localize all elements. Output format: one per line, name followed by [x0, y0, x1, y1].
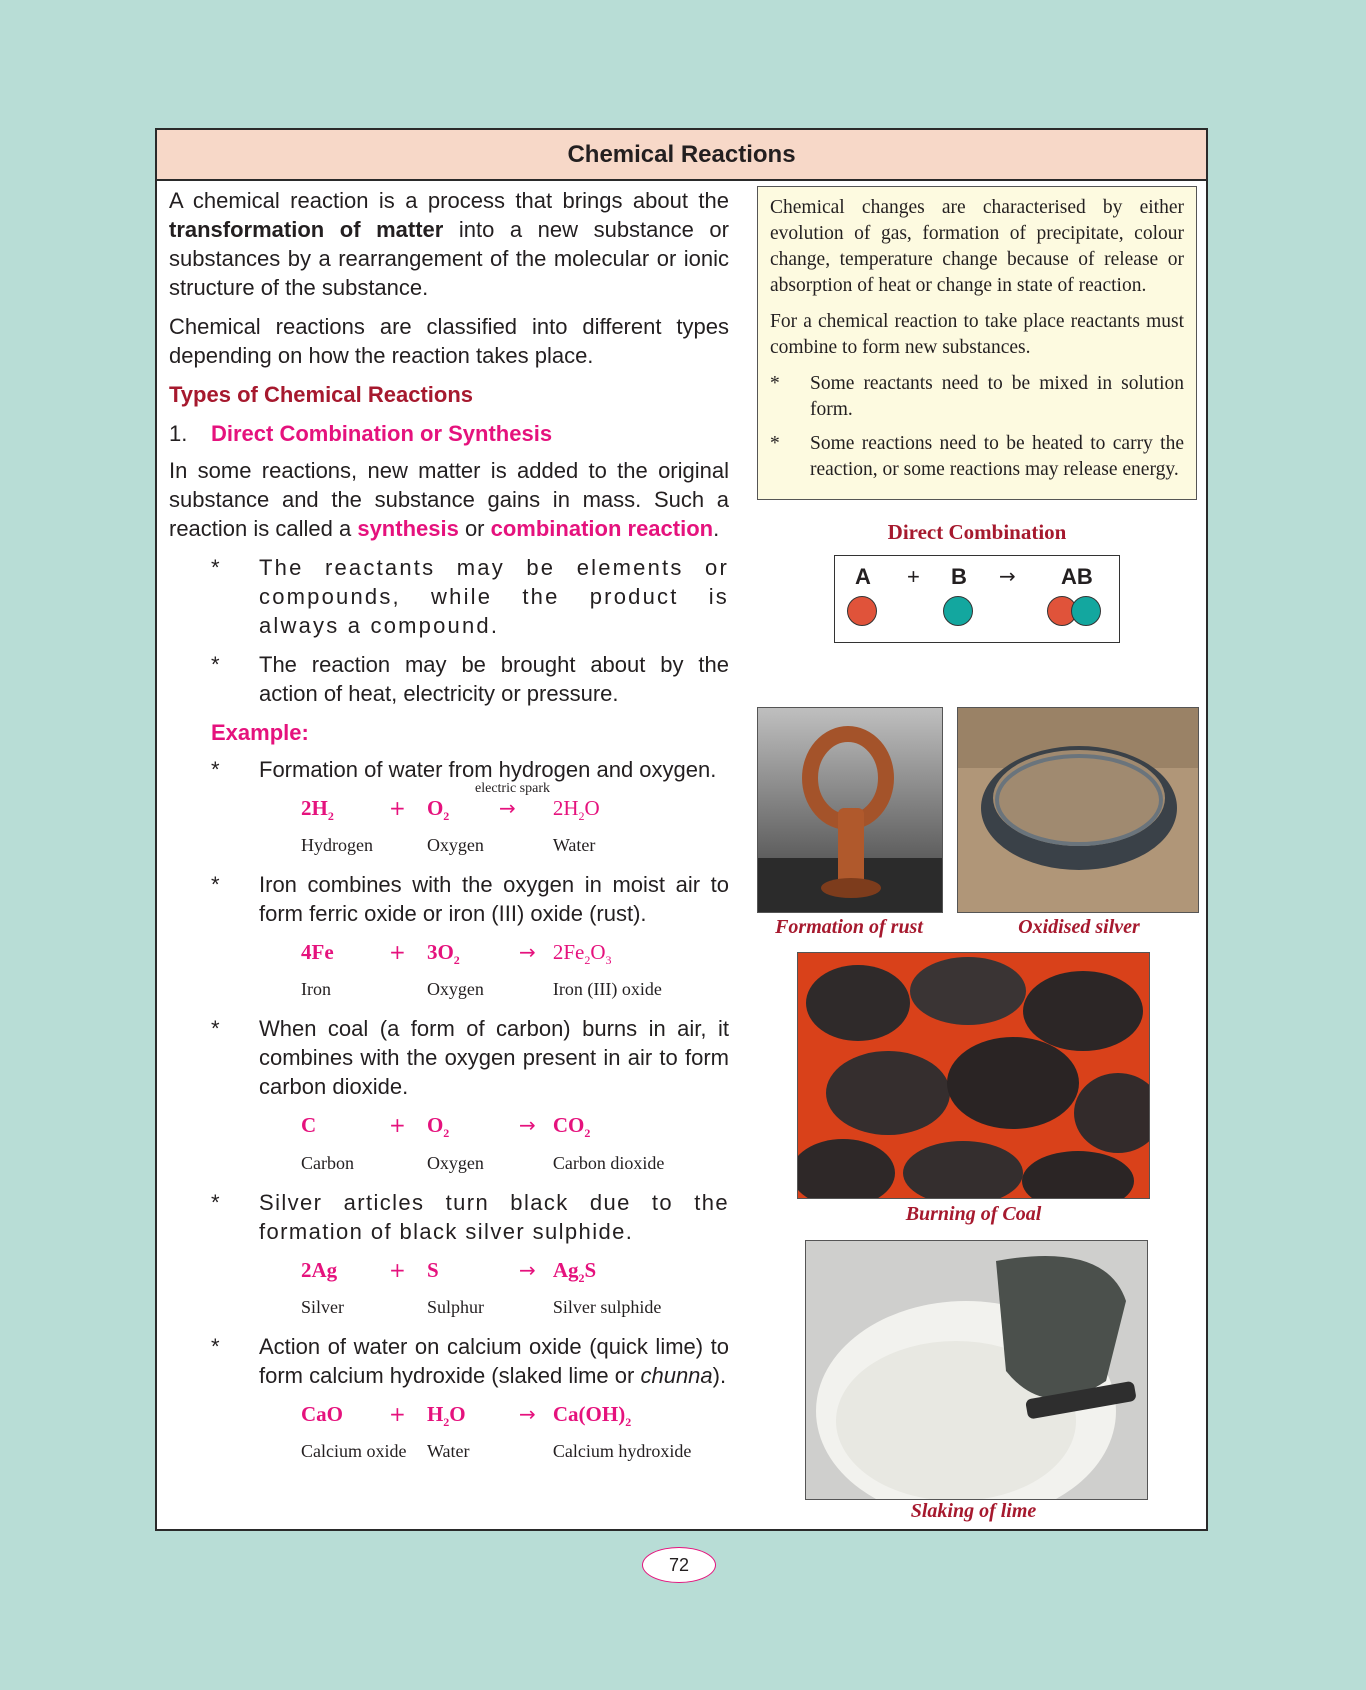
label-3: Water [552, 835, 596, 856]
reactant-2: S [426, 1257, 439, 1282]
side-column [757, 186, 1197, 643]
plus-sign: + [389, 1257, 406, 1282]
reactant-1: C [301, 1113, 317, 1138]
equation-coal [301, 1111, 729, 1177]
plus-sign: + [389, 1401, 406, 1426]
arrow: → [499, 796, 516, 820]
equation-water [301, 781, 729, 860]
note-paragraph-2: For a chemical reaction to take place reactants must combine to form new substances. [770, 311, 1184, 358]
silver-photo [957, 707, 1199, 913]
reactant-1: CaO [301, 1401, 343, 1426]
caption-silver: Oxidised silver [1018, 916, 1140, 938]
coal-photo [797, 952, 1150, 1199]
label-1: Carbon [301, 1152, 354, 1173]
label-3: Carbon dioxide [552, 1152, 665, 1173]
plus-sign: + [389, 940, 406, 965]
product: $2Fe_2O_3$ [552, 940, 612, 968]
label-ab: AB [1061, 564, 1093, 589]
combination-diagram [834, 555, 1120, 643]
intro-paragraph-1: A chemical reaction is a process that brings about the transformation of matter into a new substance or substances by a rearrangement of the molecular or ionic structure of the substance. [169, 188, 729, 300]
rust-photo [757, 707, 943, 913]
note-paragraph-1: Chemical changes are characterised by either evolution of gas, formation of precipitate, colour change, temperature change because of release or absorption of heat or change in state of reaction. [770, 197, 1184, 296]
list-item: * Silver articles turn black due to the formation of black silver sulphide. [211, 1189, 729, 1244]
caption-coal: Burning of Coal [905, 1203, 1042, 1225]
list-item: * Action of water on calcium oxide (quick lime) to form calcium hydroxide (slaked lime or chunna). [211, 1333, 729, 1388]
page-number: 72 [642, 1547, 716, 1583]
reactant-2: $3O_2$ [426, 940, 460, 968]
arrow: → [519, 1401, 536, 1426]
plus-sign: + [389, 796, 406, 820]
equation-lime [301, 1400, 729, 1466]
list-item: * The reaction may be brought about by the action of heat, electricity or pressure. [211, 652, 729, 706]
list-item: * The reactants may be elements or compounds, while the product is always a compound. [211, 555, 729, 638]
reactant-2: $H_2O$ [426, 1401, 466, 1429]
arrow-symbol: → [999, 564, 1016, 588]
page-title: Chemical Reactions [157, 130, 1206, 181]
note-bullet: * Some reactions need to be heated to carry the reaction, or some reactions may release energy. [770, 433, 1184, 480]
label-b: B [951, 564, 967, 589]
arrow: → [519, 1113, 536, 1138]
label-3: Silver sulphide [552, 1296, 662, 1317]
product: $CO_2$ [552, 1113, 591, 1141]
note-box [757, 186, 1197, 500]
label-1: Hydrogen [301, 835, 373, 856]
example-label: Example: [211, 720, 309, 745]
equation-silver [301, 1256, 729, 1322]
label-2: Sulphur [426, 1296, 484, 1317]
arrow: → [519, 940, 536, 965]
reactant-2: $O_2$ [426, 796, 450, 824]
caption-rust: Formation of rust [775, 916, 923, 938]
label-2: Oxygen [426, 1152, 484, 1173]
label-3: Calcium hydroxide [552, 1440, 692, 1461]
plus-symbol: + [907, 564, 920, 589]
plus-sign: + [389, 1113, 406, 1138]
label-3: Iron (III) oxide [552, 979, 662, 1000]
lime-photo [805, 1240, 1148, 1500]
product: $Ca(OH)_2$ [552, 1401, 632, 1429]
label-2: Oxygen [426, 835, 484, 856]
list-item: * Formation of water from hydrogen and oxygen. [211, 757, 717, 782]
types-heading: Types of Chemical Reactions [169, 382, 474, 407]
label-1: Iron [301, 979, 331, 1000]
label-1: Silver [301, 1296, 344, 1317]
atom-b [943, 596, 973, 626]
list-item: * Iron combines with the oxygen in moist air to form ferric oxide or iron (III) oxide (rust). [211, 872, 729, 927]
note-bullet: * Some reactants need to be mixed in solution form. [770, 373, 1184, 420]
product: $2H_2O$ [552, 796, 600, 824]
page-frame [155, 128, 1208, 1531]
reactant-1: $2H_2$ [301, 796, 334, 824]
synthesis-paragraph: In some reactions, new matter is added to the original substance and the substance gains in mass. Such a reaction is called a synthesis or combination reaction. [169, 458, 729, 541]
label-2: Oxygen [426, 979, 484, 1000]
caption-lime: Slaking of lime [910, 1500, 1037, 1522]
label-a: A [855, 564, 871, 589]
section-heading: 1. Direct Combination or Synthesis [169, 421, 553, 446]
label-1: Calcium oxide [301, 1440, 407, 1461]
label-2: Water [426, 1440, 470, 1461]
reactant-1: 2Ag [301, 1257, 338, 1282]
atom-a [847, 596, 877, 626]
diagram-title: Direct Combination [887, 520, 1067, 544]
atom-ab-teal [1071, 596, 1101, 626]
equation-rust [301, 938, 729, 1004]
product: $Ag_2S$ [552, 1257, 597, 1285]
reactant-2: $O_2$ [426, 1113, 450, 1141]
list-item: * When coal (a form of carbon) burns in air, it combines with the oxygen present in air to form carbon dioxide. [211, 1016, 729, 1100]
intro-paragraph-2: Chemical reactions are classified into different types depending on how the reaction takes place. [169, 314, 729, 368]
main-text-column [169, 186, 729, 1476]
reaction-condition: electric spark [475, 781, 551, 796]
arrow: → [519, 1257, 536, 1282]
reactant-1: 4Fe [301, 940, 334, 965]
